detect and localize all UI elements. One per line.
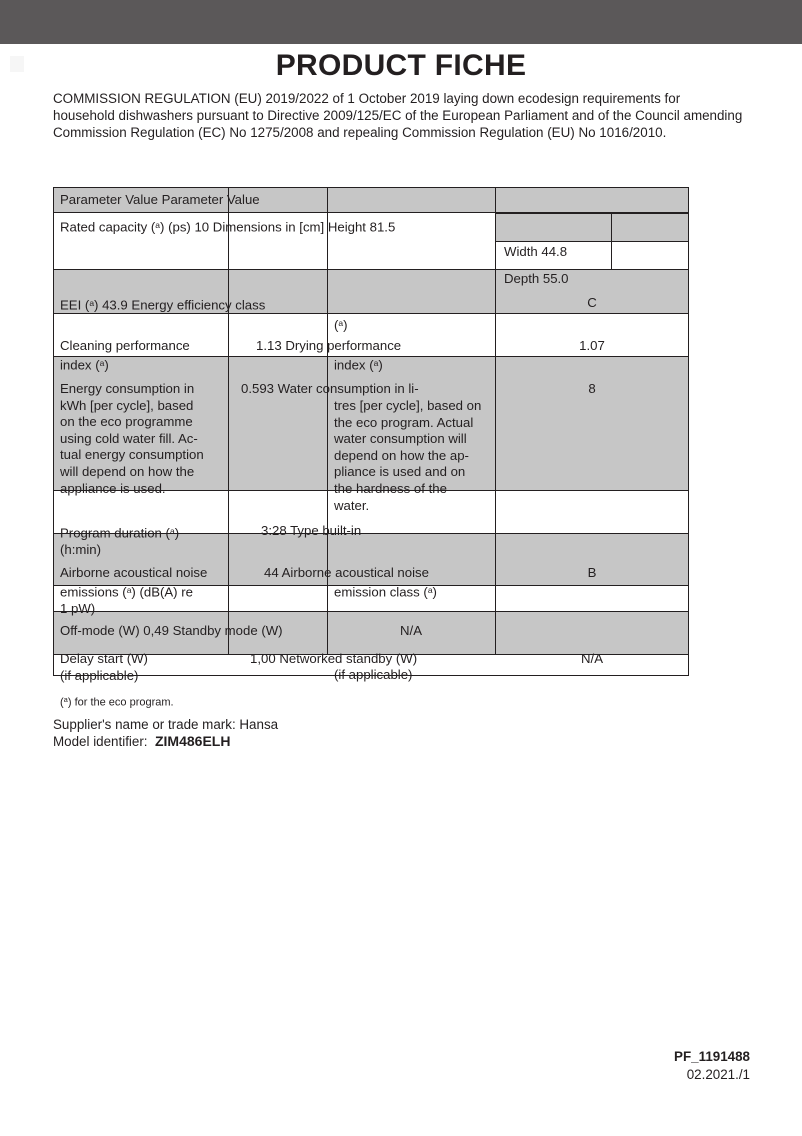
table-header-row [54, 188, 689, 213]
cell-eei-value: C [587, 295, 597, 310]
cell-drying-param-line2: index ($^a$) [334, 357, 383, 373]
regulation-intro-text: COMMISSION REGULATION (EU) 2019/2022 of 1 October 2019 laying down ecodesign requirements for household dishwashers pursuant to Directive 2009/125/EC of the European Parliament and of the Council amending Commission Regulation (EC) No 1275/2008 and repealing Commission Regulation (EU) No 1016/2010. [53, 91, 743, 141]
page-title: PRODUCT FICHE [275, 49, 527, 82]
cell-energy-consumption-param: Energy consumption in kWh [per cycle], based on the eco programme using cold water fill. Ac- tual energy consumption will depend on how the appliance is used. [60, 381, 204, 496]
cell-networked-standby-line2: (if applicable) [334, 667, 413, 682]
table-row-delay-start [54, 612, 689, 655]
table-header-label: Parameter Value Parameter Value [60, 192, 260, 207]
document-footer [674, 1048, 750, 1084]
cell-energy-consumption-value: 0.593 Water consumption in li- [241, 381, 419, 396]
cell-networked-standby-value: N/A [581, 651, 603, 666]
supplier-name-line: Supplier's name or trade mark: Hansa [53, 717, 279, 732]
cell-cleaning-value: 1.13 Drying performance [256, 338, 402, 353]
cell-dimension-width-label: Width 44.8 [504, 244, 568, 259]
model-identifier-value: ZIM486ELH [154, 733, 231, 750]
cell-off-mode-param: Off-mode (W) 0,49 Standby mode (W) [60, 623, 283, 638]
cell-eei-param: EEI ($^a$) 43.9 Energy efficiency class [60, 297, 266, 313]
cell-water-consumption-param: tres [per cycle], based on the eco program. Actual water consumption will depend on how the ap- pliance is used and on the hardness of the water. [334, 398, 482, 513]
table-row-eei [54, 270, 689, 314]
cell-drying-value: 1.07 [579, 338, 605, 353]
cell-delay-start-param: Delay start (W) (if applicable) [60, 651, 148, 683]
model-identifier-line [53, 733, 278, 750]
cell-program-duration-param: Program duration ($^a$) (h:min) [60, 525, 180, 558]
model-identifier-label: Model identifier: [53, 734, 148, 750]
cell-noise-class-value: B [587, 565, 597, 580]
cell-water-consumption-value: 8 [588, 381, 596, 396]
cell-dimension-depth-label: Depth 55.0 [504, 271, 569, 286]
supplier-info [53, 716, 278, 750]
cell-standby-mode-value: N/A [400, 623, 422, 638]
cell-noise-emissions-param: Airborne acoustical noise emissions ($^a$) (dB(A) re 1 pW) [60, 565, 208, 616]
table-footnote: ($^a$) for the eco program. [60, 695, 174, 709]
cell-noise-emissions-value: 44 Airborne acoustical noise [264, 565, 429, 580]
cell-program-duration-value: 3:28 Type built-in [261, 523, 362, 538]
footer-document-code: PF_1191488 [674, 1049, 750, 1064]
cell-delay-start-value: 1,00 Networked standby (W) [250, 651, 418, 666]
cell-noise-class-param-line2: emission class ($^a$) [334, 584, 437, 600]
cell-rated-capacity-param: Rated capacity ($^a$) (ps) 10 Dimensions in [cm] Height 81.5 [60, 219, 396, 235]
top-banner [0, 0, 802, 44]
cell-cleaning-param: Cleaning performance index ($^a$) [60, 338, 190, 373]
footer-revision: 02.2021./1 [686, 1067, 750, 1082]
cell-eei-footnote-marker: ($^a$) [334, 317, 348, 333]
